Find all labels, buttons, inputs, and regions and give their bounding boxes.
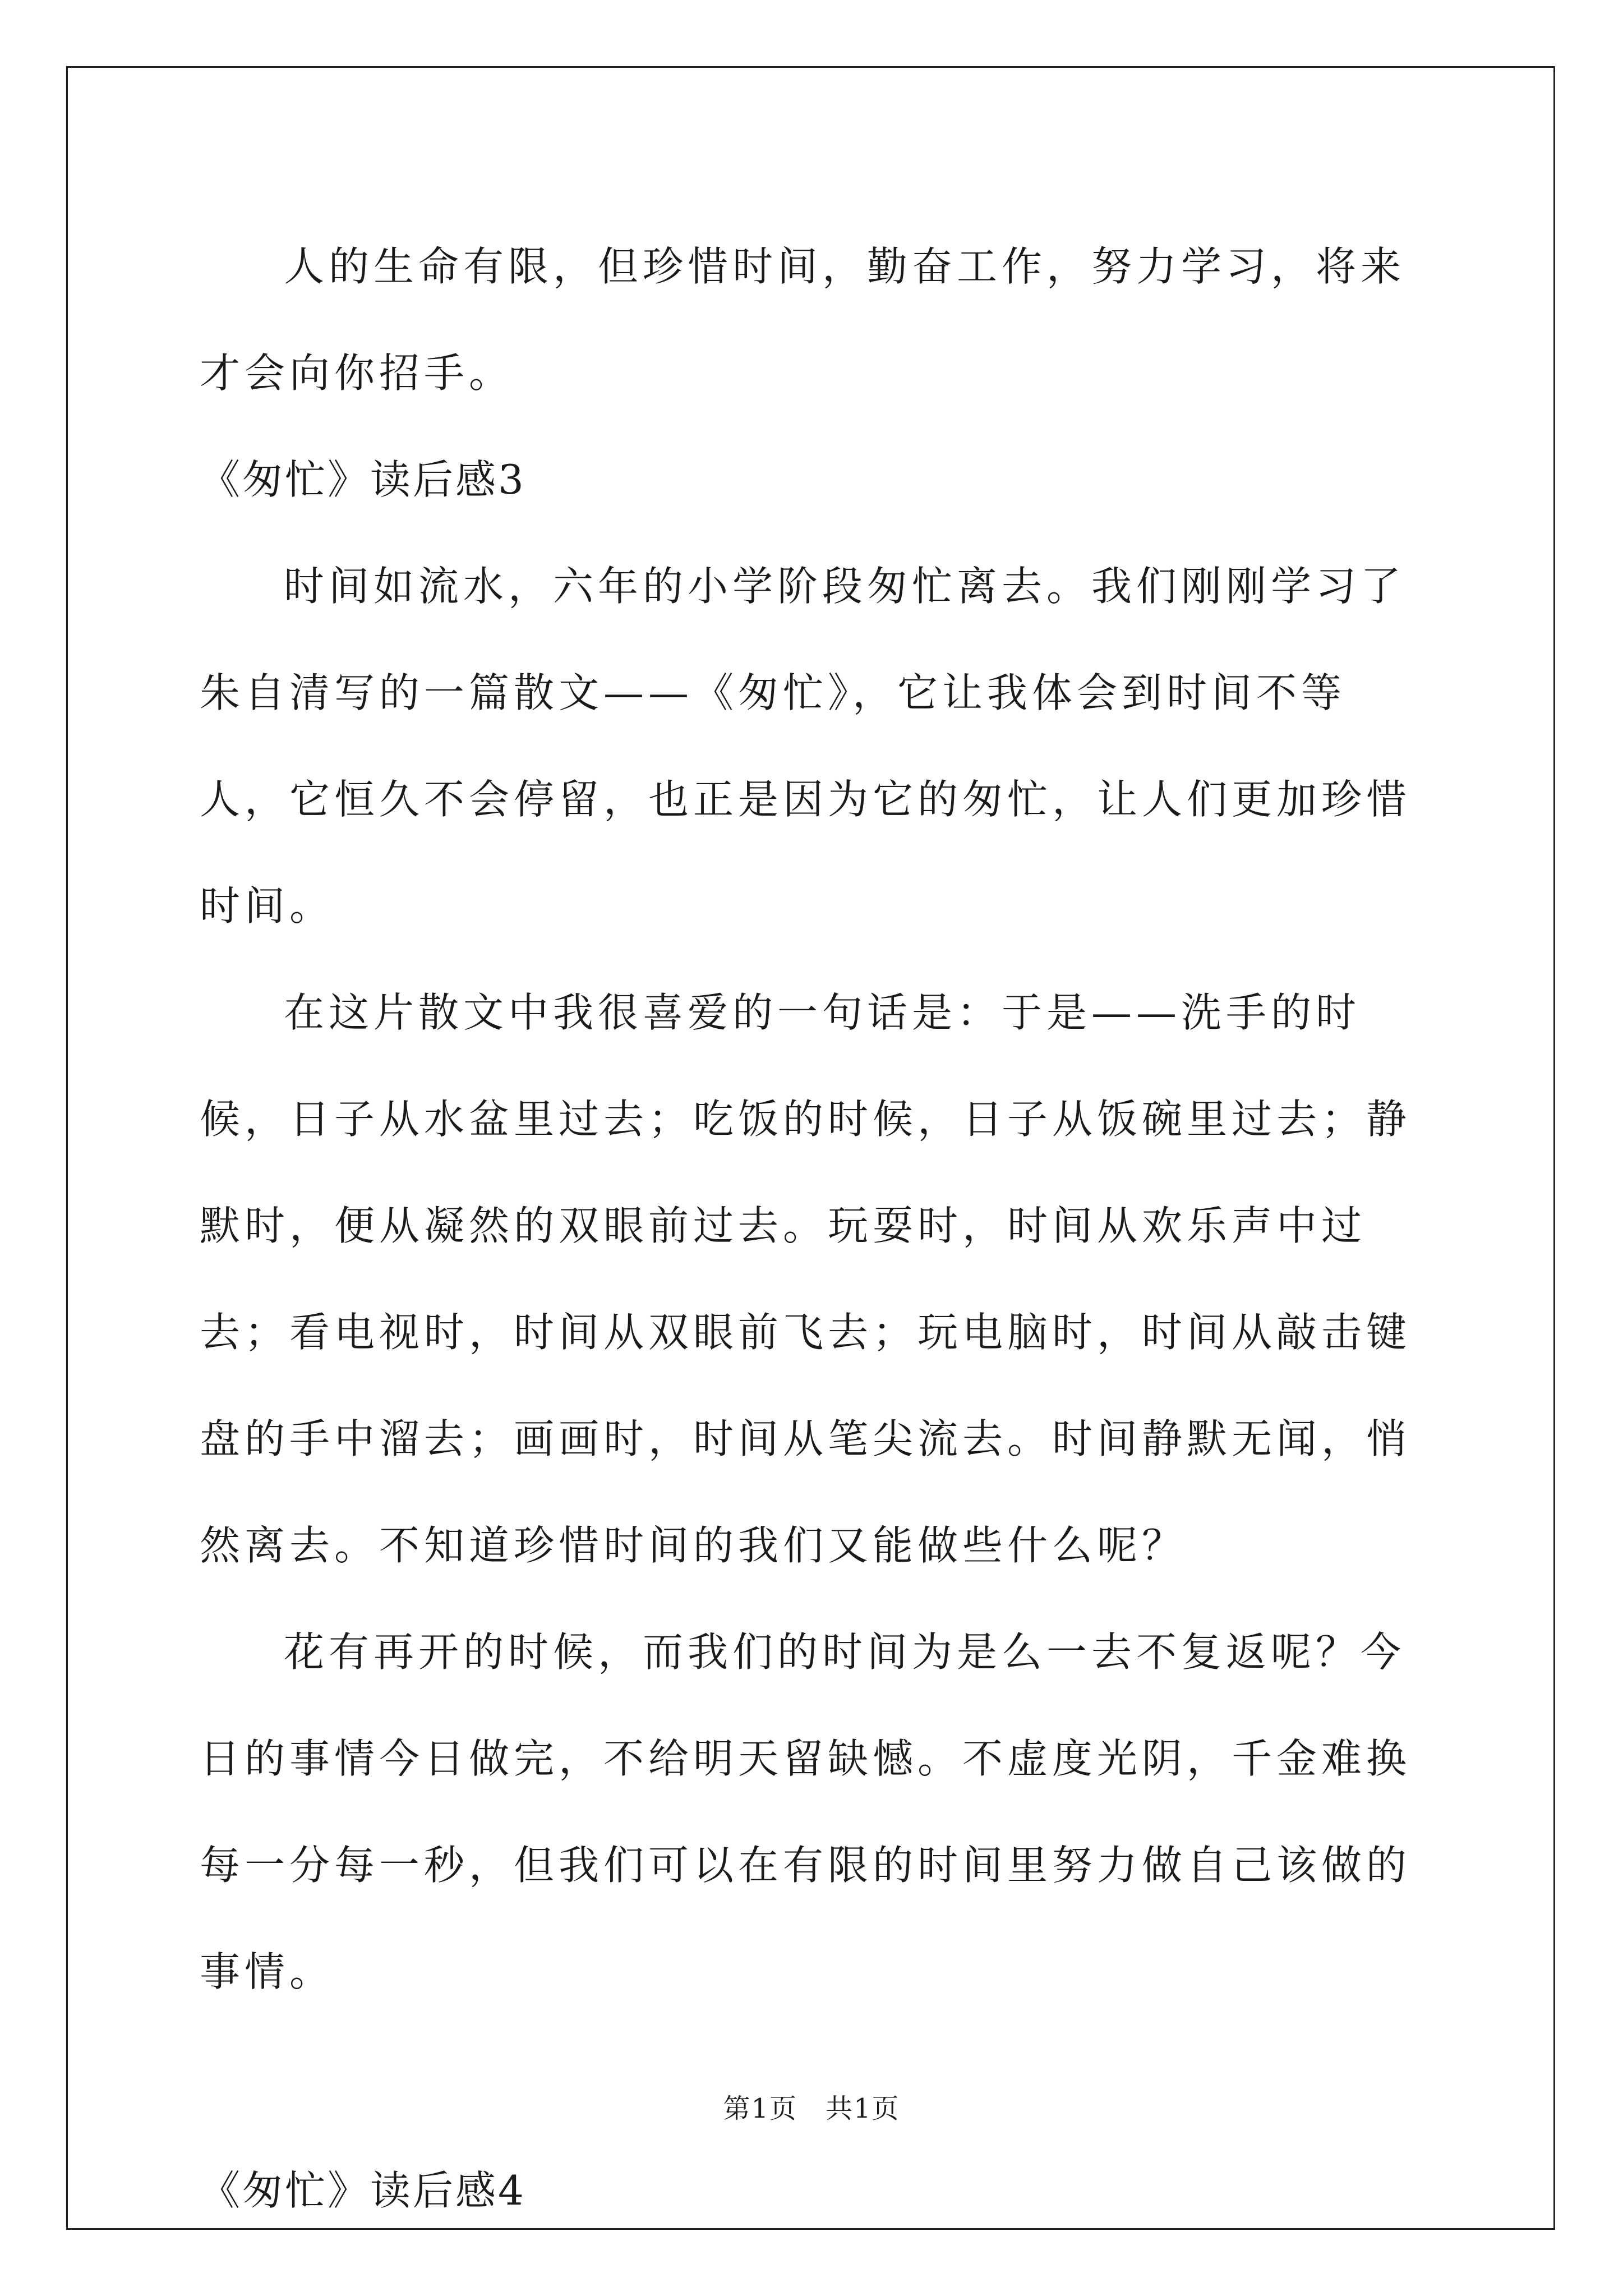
paragraph-4: 花有再开的时候，而我们的时间为是么一去不复返呢？今日的事情今日做完，不给明天留缺憾。不虚度光阴，千金难换每一分每一秒，但我们可以在有限的时间里努力做自己该做的事情。 — [200, 1628, 1412, 1995]
section-heading-3: 《匆忙》读后感3 — [200, 456, 526, 503]
paragraph-1: 人的生命有限，但珍惜时间，勤奋工作，努力学习，将来才会向你招手。 — [200, 243, 1406, 397]
section-heading-4: 《匆忙》读后感4 — [200, 2167, 526, 2214]
paragraph-3: 在这片散文中我很喜爱的一句话是：于是——洗手的时候，日子从水盆里过去；吃饭的时候，日子从饭碗里过去；静默时，便从凝然的双眼前过去。玩耍时，时间从欢乐声中过去；看电视时，时间从双眼前飞去；玩电脑时，时间从敲击键盘的手中溜去；画画时，时间从笔尖流去。时间静默无闻，悄然离去。不知道珍惜时间的我们又能做些什么呢？ — [200, 989, 1412, 1569]
page-footer: 第1页 共1页 — [723, 2093, 900, 2124]
paragraph-2: 时间如流水，六年的小学阶段匆忙离去。我们刚刚学习了朱自清写的一篇散文——《匆忙》，它让我体会到时间不等人，它恒久不会停留，也正是因为它的匆忙，让人们更加珍惜时间。 — [200, 563, 1412, 930]
document-body — [200, 213, 1431, 2244]
